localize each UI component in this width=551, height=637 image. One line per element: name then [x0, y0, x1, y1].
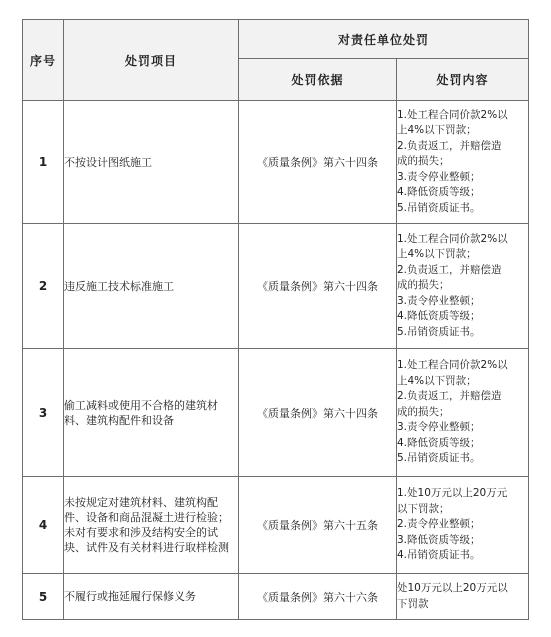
row-item: 违反施工技术标准施工 [64, 224, 239, 349]
content-line: 4.降低资质等级； [397, 186, 481, 199]
row-basis: 《质量条例》第六十四条 [239, 224, 397, 349]
content-line: 2.负责返工，并赔偿造 [397, 263, 502, 276]
content-line: 下罚款 [397, 597, 429, 610]
row-basis: 《质量条例》第六十五条 [239, 477, 397, 574]
row-content [397, 101, 529, 224]
row-basis: 《质量条例》第六十四条 [239, 101, 397, 224]
content-line: 5.吊销资质证书。 [397, 452, 481, 465]
row-basis: 《质量条例》第六十六条 [239, 574, 397, 620]
row-item: 未按规定对建筑材料、建筑构配件、设备和商品混凝土进行检验；未对有要求和涉及结构安全的试块、试件及有关材料进行取样检测 [64, 477, 239, 574]
row-item: 不按设计图纸施工 [64, 101, 239, 224]
content-line: 上4%以下罚款； [397, 248, 477, 261]
content-line: 处10万元以上20万元以 [397, 582, 508, 594]
table-row [23, 224, 529, 349]
content-line: 成的损失； [397, 155, 450, 168]
row-basis: 《质量条例》第六十四条 [239, 349, 397, 477]
content-line: 成的损失； [397, 405, 450, 418]
content-line: 2.责令停业整顿； [397, 518, 481, 531]
row-number: 4 [23, 477, 64, 574]
content-line: 1.处工程合同价款2%以 [397, 108, 508, 121]
table-row [23, 477, 529, 574]
header-basis: 处罚依据 [239, 59, 397, 101]
content-line: 1.处10万元以上20万元 [397, 487, 508, 500]
content-line: 成的损失； [397, 279, 450, 292]
row-item: 不履行或拖延履行保修义务 [64, 574, 239, 620]
header-content: 处罚内容 [397, 59, 529, 101]
content-line: 4.降低资质等级； [397, 436, 481, 449]
content-line: 3.责令停业整顿； [397, 294, 481, 307]
table-body [23, 101, 529, 620]
header-item: 处罚项目 [64, 20, 239, 101]
content-line: 3.降低资质等级； [397, 533, 481, 546]
row-content [397, 224, 529, 349]
table-row [23, 349, 529, 477]
table-header [23, 20, 529, 101]
content-line: 4.吊销资质证书。 [397, 549, 481, 562]
header-responsible-unit-penalty: 对责任单位处罚 [239, 20, 529, 59]
content-line: 2.负责返工，并赔偿造 [397, 390, 502, 403]
content-line: 上4%以下罚款； [397, 124, 477, 137]
row-number: 3 [23, 349, 64, 477]
table-row [23, 574, 529, 620]
row-number: 1 [23, 101, 64, 224]
row-content [397, 477, 529, 574]
content-line: 3.责令停业整顿； [397, 421, 481, 434]
content-line: 4.降低资质等级； [397, 310, 481, 323]
row-number: 2 [23, 224, 64, 349]
content-line: 以下罚款； [397, 502, 450, 515]
content-line: 3.责令停业整顿； [397, 170, 481, 183]
row-item: 偷工减料或使用不合格的建筑材料、建筑构配件和设备 [64, 349, 239, 477]
row-content [397, 574, 529, 620]
table-row [23, 101, 529, 224]
row-content [397, 349, 529, 477]
header-seq: 序号 [23, 20, 64, 101]
content-line: 5.吊销资质证书。 [397, 325, 481, 338]
penalty-table [22, 19, 529, 620]
row-number: 5 [23, 574, 64, 620]
content-line: 2.负责返工，并赔偿造 [397, 139, 502, 152]
content-line: 上4%以下罚款； [397, 374, 477, 387]
content-line: 1.处工程合同价款2%以 [397, 232, 508, 245]
content-line: 5.吊销资质证书。 [397, 201, 481, 214]
content-line: 1.处工程合同价款2%以 [397, 359, 508, 372]
